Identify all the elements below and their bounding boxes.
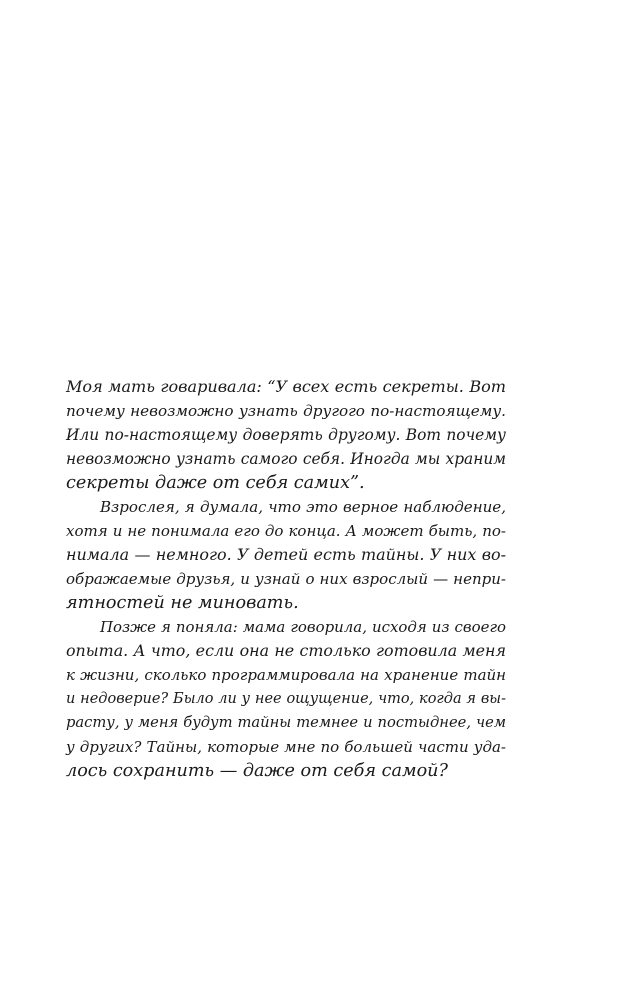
text-line: нимала — немного. У детей есть тайны. У них во- [66,545,506,564]
text-line: к жизни, сколько программировала на хранение тайн [66,666,506,684]
paragraph-1 [66,375,506,495]
body-text [66,375,506,783]
paragraph-2 [66,495,506,615]
text-line: опыта. А что, если она не столько готовила меня [66,641,506,660]
text-line: ображаемые друзья, и узнай о них взрослый — непри- [66,570,506,588]
text-line: у других? Тайны, которые мне по большей части уда- [66,738,506,756]
text-line: Моя мать говаривала: “У всех есть секреты. Вот [66,377,506,396]
text-line: ятностей не миновать. [66,593,299,613]
text-line: Позже я поняла: мама говорила, исходя из своего [100,618,506,636]
text-line: и недоверие? Было ли у нее ощущение, что, когда я вы- [66,691,506,707]
text-line: невозможно узнать самого себя. Иногда мы храним [66,450,506,468]
text-line: Или по-настоящему доверять другому. Вот почему [66,426,506,444]
text-line: расту, у меня будут тайны темнее и постыднее, чем [66,714,506,731]
paragraph-3 [66,615,506,783]
text-line: секреты даже от себя самих”. [66,473,365,493]
text-line: лось сохранить — даже от себя самой? [66,761,448,781]
text-line: почему невозможно узнать другого по-настоящему. [66,402,506,420]
text-line: хотя и не понимала его до конца. А может быть, по- [66,522,506,540]
text-line: Взрослея, я думала, что это верное наблюдение, [100,498,506,516]
